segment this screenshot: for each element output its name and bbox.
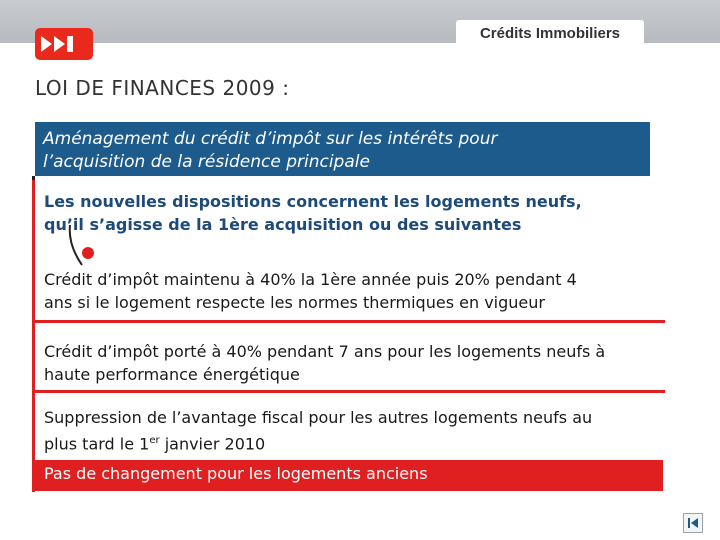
list-item-line: plus tard le 1er janvier 2010	[44, 434, 266, 454]
list-item-line: ans si le logement respecte les normes thermiques en vigueur	[44, 293, 545, 312]
divider	[33, 320, 665, 323]
list-item-line: haute performance énergétique	[44, 365, 300, 384]
intro-line: Les nouvelles dispositions concernent les logements neufs,	[44, 192, 582, 211]
list-item	[44, 268, 664, 314]
divider	[33, 390, 665, 393]
list-item-line: Suppression de l’avantage fiscal pour les autres logements neufs au	[44, 408, 593, 427]
highlight-box	[35, 460, 663, 491]
highlight-text: Pas de changement pour les logements anciens	[44, 464, 428, 483]
previous-slide-button[interactable]	[683, 513, 703, 533]
skip-back-icon	[684, 514, 702, 532]
company-logo	[35, 28, 93, 60]
list-item	[44, 340, 664, 386]
section-tab: Crédits Immobiliers	[456, 20, 644, 44]
list-item-line: Crédit d’impôt porté à 40% pendant 7 ans pour les logements neufs à	[44, 342, 606, 361]
banner-line: Aménagement du crédit d’impôt sur les intérêts pour	[43, 129, 498, 149]
timeline-accent-line	[32, 180, 35, 492]
connector-dot-icon	[60, 225, 100, 269]
page-title: LOI DE FINANCES 2009 :	[35, 76, 290, 100]
logo-arrows-icon	[35, 28, 93, 60]
intro-text	[44, 190, 654, 236]
list-item	[44, 406, 664, 455]
list-item-line: Crédit d’impôt maintenu à 40% la 1ère année puis 20% pendant 4	[44, 270, 577, 289]
banner-line: l’acquisition de la résidence principale	[43, 152, 370, 172]
intro-line: qu’il s’agisse de la 1ère acquisition ou des suivantes	[44, 215, 522, 234]
topic-banner	[35, 122, 650, 176]
